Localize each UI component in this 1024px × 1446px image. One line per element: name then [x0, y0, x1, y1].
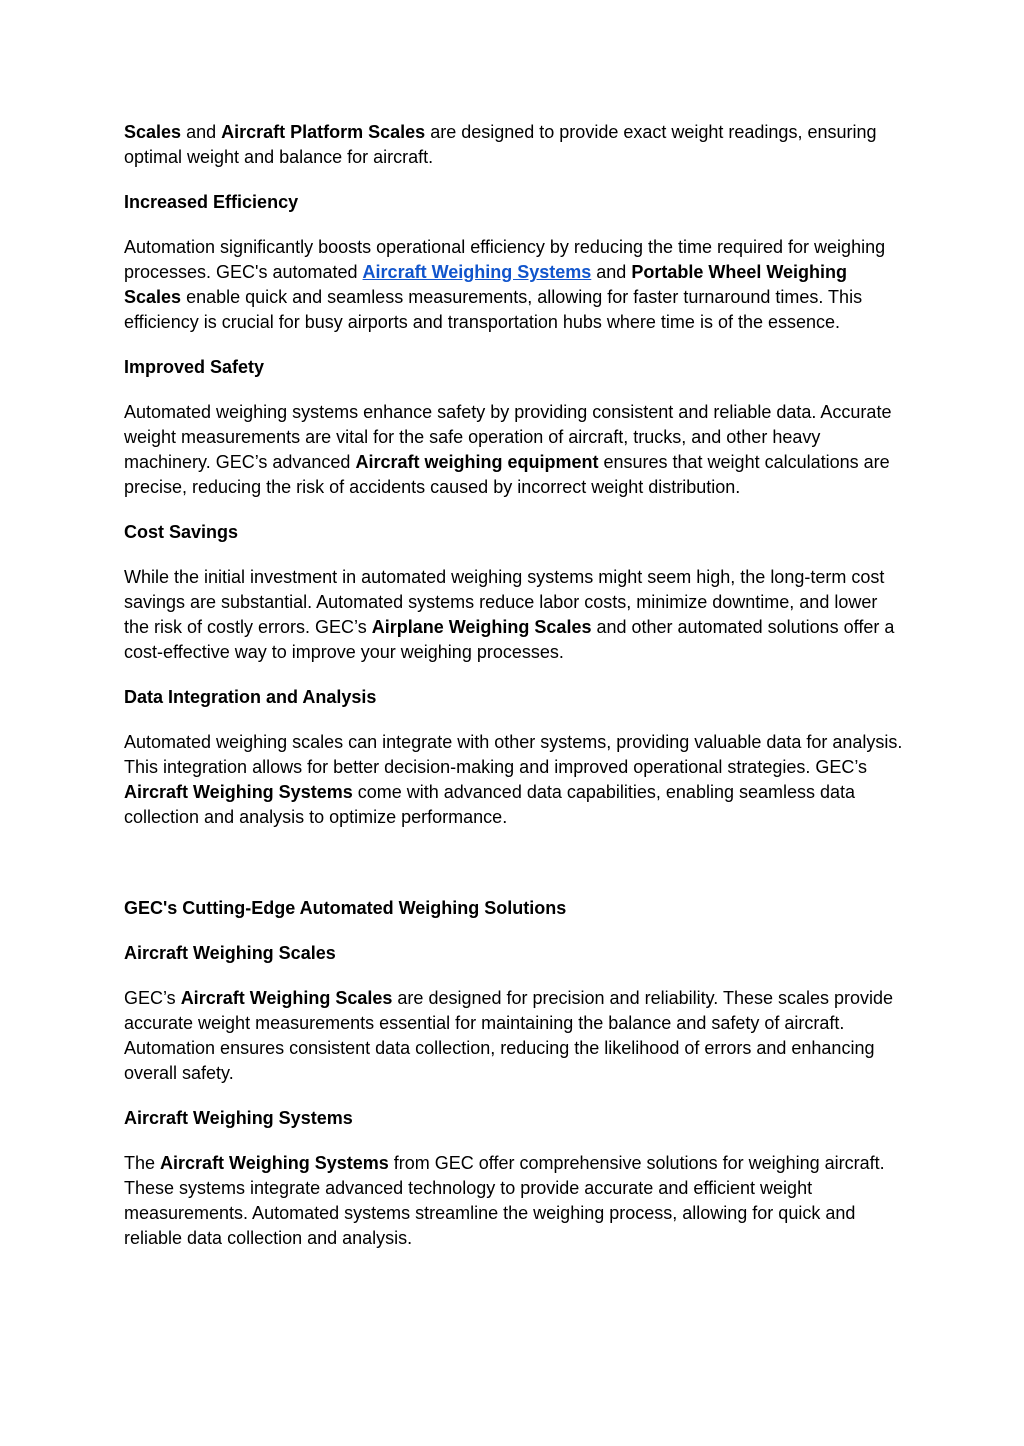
intro-paragraph — [124, 120, 904, 170]
text: and — [591, 262, 632, 282]
text: enable quick and seamless measurements, allowing for faster turnaround times. This efficiency is crucial for busy airports and transportation hubs where time is of the essence. — [124, 287, 863, 332]
bold-aircraft-weighing-systems: Aircraft Weighing Systems — [160, 1153, 389, 1173]
bold-platform-scales: Aircraft Platform Scales — [221, 122, 426, 142]
text: and other automated solutions offer a cost-effective way to improve your weighing processes. — [124, 617, 895, 662]
text: GEC’s — [124, 988, 181, 1008]
text: While the initial investment in automated weighing systems might seem high, the long-term cost savings are substantial. Automated systems reduce labor costs, minimize downtime, and lower the risk of costly errors. GEC’s — [124, 567, 885, 637]
cost-paragraph — [124, 565, 904, 665]
text: Automated weighing scales can integrate with other systems, providing valuable data for analysis. This integration allows for better decision-making and improved operational strategies. GEC’s — [124, 732, 903, 777]
text: are designed to provide exact weight readings, ensuring optimal weight and balance for aircraft. — [124, 122, 877, 167]
text: ensures that weight calculations are precise, reducing the risk of accidents caused by incorrect weight distribution. — [124, 452, 890, 497]
text: are designed for precision and reliability. These scales provide accurate weight measurements essential for maintaining the balance and safety of aircraft. Automation ensures consistent data collection, reducing the likelihood of errors and enhancing overall safety. — [124, 988, 894, 1083]
text: from GEC offer comprehensive solutions for weighing aircraft. These systems integrate advanced technology to provide accurate and efficient weight measurements. Automated systems streamline the weighing process, allowing for quick and reliable data collection and analysis. — [124, 1153, 885, 1248]
aircraft-weighing-systems-link[interactable]: Aircraft Weighing Systems — [362, 262, 592, 282]
bold-portable-wheel-scales: Portable Wheel Weighing Scales — [124, 262, 848, 307]
scales-paragraph — [124, 986, 904, 1086]
bold-aircraft-weighing-equipment: Aircraft weighing equipment — [355, 452, 599, 472]
heading-cost-savings: Cost Savings — [124, 522, 239, 542]
heading-increased-efficiency: Increased Efficiency — [124, 192, 299, 212]
safety-paragraph — [124, 400, 904, 500]
data-integration-paragraph — [124, 730, 904, 830]
section-spacer — [124, 850, 904, 896]
bold-aircraft-weighing-systems: Aircraft Weighing Systems — [124, 782, 353, 802]
bold-aircraft-weighing-scales: Aircraft Weighing Scales — [180, 988, 393, 1008]
efficiency-paragraph — [124, 235, 904, 335]
text: The — [124, 1153, 161, 1173]
heading-aircraft-weighing-systems: Aircraft Weighing Systems — [124, 1108, 353, 1128]
heading-aircraft-weighing-scales: Aircraft Weighing Scales — [124, 943, 336, 963]
heading-cutting-edge-solutions: GEC's Cutting-Edge Automated Weighing Solutions — [124, 898, 567, 918]
systems-paragraph — [124, 1151, 904, 1251]
text: come with advanced data capabilities, enabling seamless data collection and analysis to optimize performance. — [124, 782, 856, 827]
document-page — [124, 120, 904, 1271]
heading-improved-safety: Improved Safety — [124, 357, 265, 377]
text: and — [181, 122, 222, 142]
text: Automated weighing systems enhance safety by providing consistent and reliable data. Accurate weight measurements are vital for the safe operation of aircraft, trucks, and other heavy machinery. GEC’s advanced — [124, 402, 892, 472]
text: Automation significantly boosts operational efficiency by reducing the time required for weighing processes. GEC's automated — [124, 237, 886, 282]
bold-airplane-weighing-scales: Airplane Weighing Scales — [371, 617, 592, 637]
heading-data-integration: Data Integration and Analysis — [124, 687, 377, 707]
bold-scales: Scales — [124, 122, 182, 142]
